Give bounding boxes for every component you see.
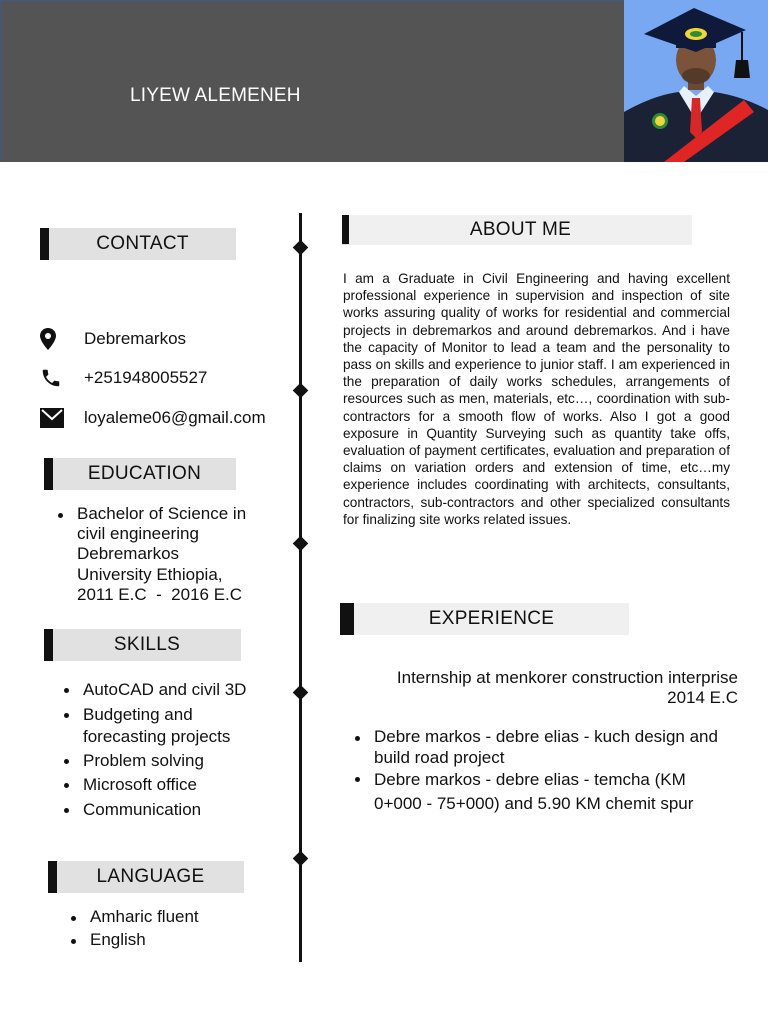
header-banner: [0, 0, 624, 162]
mail-icon: [40, 403, 70, 433]
education-item: [77, 504, 292, 605]
language-title: LANGUAGE: [96, 866, 205, 887]
internship-entry: [340, 668, 738, 708]
email-text[interactable]: loyaleme06@gmail.com: [84, 408, 266, 427]
heading-bar: [340, 603, 354, 635]
education-title: EDUCATION: [87, 463, 202, 484]
skills-heading: [44, 629, 241, 661]
heading-bar: [342, 215, 349, 244]
contact-email: [40, 403, 266, 433]
contact-heading: [40, 228, 236, 260]
skill-item: Problem solving: [83, 750, 283, 771]
graduate-portrait-icon: [624, 0, 768, 162]
skill-item: AutoCAD and civil 3D: [83, 679, 283, 700]
profile-photo: [624, 0, 768, 162]
heading-bar: [40, 228, 49, 260]
skill-item: Budgeting and forecasting projects: [83, 704, 258, 749]
education-line: University Ethiopia,: [77, 564, 223, 584]
skill-item: Microsoft office: [83, 774, 283, 795]
internship-date: 2014 E.C: [667, 688, 738, 707]
contact-location: [40, 324, 187, 354]
education-line: civil engineering: [77, 524, 199, 544]
about-title: ABOUT ME: [349, 215, 692, 245]
education-line: Bachelor of Science in: [77, 504, 247, 523]
timeline-marker: [293, 851, 309, 867]
timeline-line: [299, 213, 302, 962]
heading-bar: [44, 629, 53, 661]
experience-item: Debre markos - debre elias - kuch design and build road project: [374, 727, 734, 768]
language-heading: [48, 861, 244, 893]
timeline-marker: [293, 240, 309, 256]
about-heading: [342, 215, 692, 245]
language-list: [90, 907, 280, 950]
phone-icon: [40, 363, 70, 393]
timeline-marker: [293, 383, 309, 399]
education-line: 2011 E.C - 2016 E.C: [77, 584, 243, 604]
about-text: I am a Graduate in Civil Engineering and having excellent professional experience in supervision and inspection of site works assuring quality of works for residential and commercial projects in debremarkos and around debremarkos. And i have the capacity of Monitor to lead a team and the personality to pass on skills and experience to junior staff. I am experienced in the preparation of daily works schedules, arrangements of resources such as men, materials, etc…, coordination with sub-contractors for a smooth flow of works. Also I got a good exposure in Quantity Surveying such as quantity take offs, evaluation of payment certificates, evaluation and preparation of claims on variation orders and extension of time, etc…my experience includes coordinating with architects, consultants, contractors, sub-contractors and other specialized consultants for finalizing site works related issues.: [343, 271, 730, 527]
experience-list: [374, 727, 734, 816]
language-item: Amharic fluent: [90, 907, 280, 927]
skill-item: Communication: [83, 799, 283, 820]
candidate-name: LIYEW ALEMENEH: [130, 85, 301, 106]
heading-bar: [48, 861, 57, 893]
education-list: [77, 504, 292, 605]
experience-heading: [340, 603, 629, 635]
education-line: Debremarkos: [77, 544, 180, 564]
timeline-marker: [293, 536, 309, 552]
education-heading: [44, 458, 236, 490]
experience-title: EXPERIENCE: [354, 603, 629, 635]
skills-list: [83, 679, 283, 820]
internship-line: Internship at menkorer construction interprise: [396, 668, 738, 687]
experience-item: Debre markos - debre elias - temcha (KM 0+000 - 75+000) and 5.90 KM chemit spur: [374, 768, 734, 816]
location-text: Debremarkos: [84, 329, 187, 348]
phone-text: +251948005527: [84, 368, 208, 387]
language-item: English: [90, 930, 280, 950]
heading-bar: [44, 458, 53, 490]
map-pin-icon: [40, 324, 70, 354]
contact-title: CONTACT: [96, 233, 189, 254]
timeline-marker: [293, 685, 309, 701]
skills-title: SKILLS: [113, 634, 181, 655]
contact-phone: [40, 363, 208, 393]
